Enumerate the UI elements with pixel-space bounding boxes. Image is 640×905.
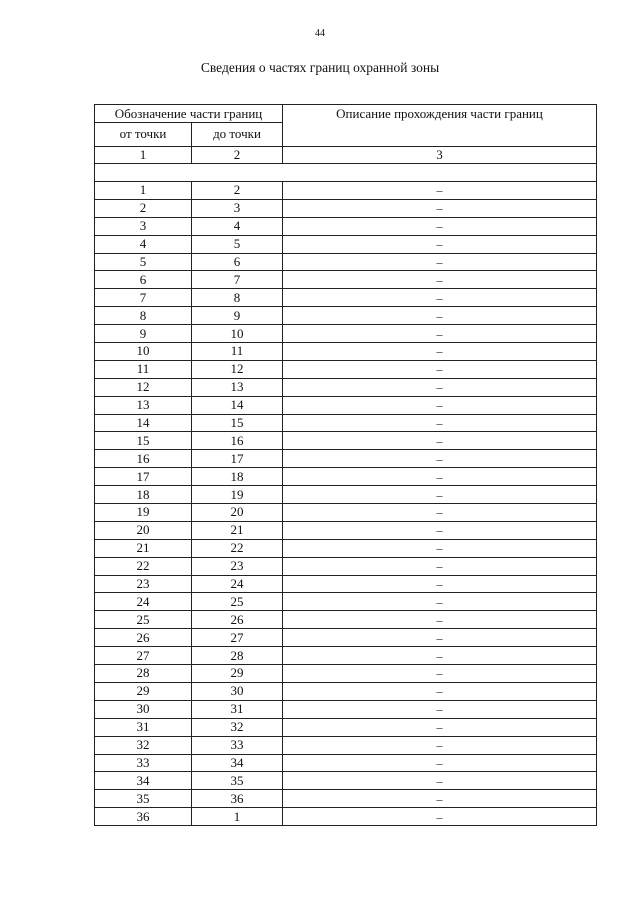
to-point-cell: 10: [192, 325, 283, 343]
from-point-cell: 23: [95, 575, 192, 593]
description-cell: –: [283, 360, 597, 378]
from-point-cell: 18: [95, 486, 192, 504]
to-point-cell: 3: [192, 199, 283, 217]
description-cell: –: [283, 790, 597, 808]
from-point-cell: 2: [95, 199, 192, 217]
table-row: [95, 450, 597, 468]
to-point-cell: 23: [192, 557, 283, 575]
description-cell: –: [283, 575, 597, 593]
from-point-cell: 12: [95, 378, 192, 396]
to-point-cell: 12: [192, 360, 283, 378]
description-cell: –: [283, 539, 597, 557]
from-point-cell: 36: [95, 808, 192, 826]
from-point-cell: 4: [95, 235, 192, 253]
to-point-cell: 17: [192, 450, 283, 468]
from-point-cell: 33: [95, 754, 192, 772]
description-cell: –: [283, 754, 597, 772]
description-cell: –: [283, 808, 597, 826]
table-row: [95, 325, 597, 343]
table-row: [95, 199, 597, 217]
table-row: [95, 629, 597, 647]
description-cell: –: [283, 325, 597, 343]
description-cell: –: [283, 593, 597, 611]
table-row: [95, 432, 597, 450]
from-point-cell: 24: [95, 593, 192, 611]
from-point-cell: 22: [95, 557, 192, 575]
to-point-cell: 21: [192, 521, 283, 539]
table-row: [95, 271, 597, 289]
to-point-cell: 8: [192, 289, 283, 307]
from-point-cell: 17: [95, 468, 192, 486]
table-row: [95, 396, 597, 414]
to-point-cell: 25: [192, 593, 283, 611]
table-row: [95, 235, 597, 253]
description-cell: –: [283, 521, 597, 539]
description-cell: –: [283, 682, 597, 700]
column-number-row: [95, 147, 597, 164]
spacer-row: [95, 164, 597, 182]
from-point-cell: 32: [95, 736, 192, 754]
description-cell: –: [283, 217, 597, 235]
description-cell: –: [283, 647, 597, 665]
to-point-cell: 27: [192, 629, 283, 647]
table-row: [95, 343, 597, 361]
description-cell: –: [283, 432, 597, 450]
from-point-cell: 16: [95, 450, 192, 468]
from-point-cell: 8: [95, 307, 192, 325]
description-cell: –: [283, 199, 597, 217]
table-row: [95, 486, 597, 504]
description-header: Описание прохождения части границ: [283, 105, 597, 147]
to-point-cell: 31: [192, 700, 283, 718]
column-number-2: 2: [192, 147, 283, 164]
table-row: [95, 557, 597, 575]
to-point-cell: 7: [192, 271, 283, 289]
boundary-parts-table: [94, 104, 597, 826]
from-point-cell: 31: [95, 718, 192, 736]
table-row: [95, 736, 597, 754]
to-point-cell: 29: [192, 665, 283, 683]
table-row: [95, 182, 597, 200]
column-number-1: 1: [95, 147, 192, 164]
from-point-cell: 9: [95, 325, 192, 343]
description-cell: –: [283, 450, 597, 468]
to-point-header: до точки: [192, 123, 283, 147]
from-point-header: от точки: [95, 123, 192, 147]
from-point-cell: 30: [95, 700, 192, 718]
to-point-cell: 30: [192, 682, 283, 700]
from-point-cell: 5: [95, 253, 192, 271]
designation-header: Обозначение части границ: [95, 105, 283, 123]
to-point-cell: 26: [192, 611, 283, 629]
table-row: [95, 217, 597, 235]
from-point-cell: 34: [95, 772, 192, 790]
table-row: [95, 253, 597, 271]
description-cell: –: [283, 378, 597, 396]
description-cell: –: [283, 504, 597, 522]
table-row: [95, 521, 597, 539]
to-point-cell: 6: [192, 253, 283, 271]
description-cell: –: [283, 414, 597, 432]
description-cell: –: [283, 629, 597, 647]
to-point-cell: 33: [192, 736, 283, 754]
description-cell: –: [283, 736, 597, 754]
to-point-cell: 34: [192, 754, 283, 772]
from-point-cell: 14: [95, 414, 192, 432]
document-title: Сведения о частях границ охранной зоны: [200, 60, 440, 75]
to-point-cell: 5: [192, 235, 283, 253]
to-point-cell: 14: [192, 396, 283, 414]
from-point-cell: 7: [95, 289, 192, 307]
description-cell: –: [283, 289, 597, 307]
to-point-cell: 11: [192, 343, 283, 361]
to-point-cell: 4: [192, 217, 283, 235]
to-point-cell: 32: [192, 718, 283, 736]
table-row: [95, 468, 597, 486]
table-row: [95, 682, 597, 700]
from-point-cell: 35: [95, 790, 192, 808]
table-row: [95, 593, 597, 611]
to-point-cell: 18: [192, 468, 283, 486]
table-row: [95, 754, 597, 772]
from-point-cell: 11: [95, 360, 192, 378]
table-row: [95, 575, 597, 593]
description-cell: –: [283, 772, 597, 790]
table-row: [95, 611, 597, 629]
spacer-cell: [95, 164, 597, 182]
from-point-cell: 19: [95, 504, 192, 522]
description-cell: –: [283, 182, 597, 200]
to-point-cell: 22: [192, 539, 283, 557]
description-cell: –: [283, 611, 597, 629]
to-point-cell: 1: [192, 808, 283, 826]
from-point-cell: 29: [95, 682, 192, 700]
from-point-cell: 28: [95, 665, 192, 683]
description-cell: –: [283, 343, 597, 361]
from-point-cell: 27: [95, 647, 192, 665]
description-cell: –: [283, 253, 597, 271]
from-point-cell: 3: [95, 217, 192, 235]
table-row: [95, 700, 597, 718]
table-row: [95, 360, 597, 378]
from-point-cell: 15: [95, 432, 192, 450]
from-point-cell: 26: [95, 629, 192, 647]
from-point-cell: 20: [95, 521, 192, 539]
description-cell: –: [283, 396, 597, 414]
table-row: [95, 504, 597, 522]
description-cell: –: [283, 557, 597, 575]
to-point-cell: 20: [192, 504, 283, 522]
from-point-cell: 21: [95, 539, 192, 557]
to-point-cell: 24: [192, 575, 283, 593]
table-row: [95, 718, 597, 736]
table-row: [95, 414, 597, 432]
table-row: [95, 665, 597, 683]
header-row-top: [95, 105, 597, 123]
description-cell: –: [283, 700, 597, 718]
to-point-cell: 36: [192, 790, 283, 808]
page-number: 44: [315, 28, 325, 39]
description-cell: –: [283, 307, 597, 325]
column-number-3: 3: [283, 147, 597, 164]
from-point-cell: 1: [95, 182, 192, 200]
description-cell: –: [283, 486, 597, 504]
to-point-cell: 2: [192, 182, 283, 200]
from-point-cell: 10: [95, 343, 192, 361]
description-cell: –: [283, 468, 597, 486]
description-cell: –: [283, 271, 597, 289]
table-row: [95, 772, 597, 790]
to-point-cell: 19: [192, 486, 283, 504]
to-point-cell: 28: [192, 647, 283, 665]
description-cell: –: [283, 235, 597, 253]
description-cell: –: [283, 665, 597, 683]
to-point-cell: 13: [192, 378, 283, 396]
table-row: [95, 790, 597, 808]
description-cell: –: [283, 718, 597, 736]
table-row: [95, 289, 597, 307]
table-row: [95, 808, 597, 826]
from-point-cell: 6: [95, 271, 192, 289]
table-row: [95, 307, 597, 325]
to-point-cell: 35: [192, 772, 283, 790]
table-row: [95, 647, 597, 665]
to-point-cell: 16: [192, 432, 283, 450]
from-point-cell: 13: [95, 396, 192, 414]
table-row: [95, 539, 597, 557]
to-point-cell: 9: [192, 307, 283, 325]
table-row: [95, 378, 597, 396]
from-point-cell: 25: [95, 611, 192, 629]
to-point-cell: 15: [192, 414, 283, 432]
